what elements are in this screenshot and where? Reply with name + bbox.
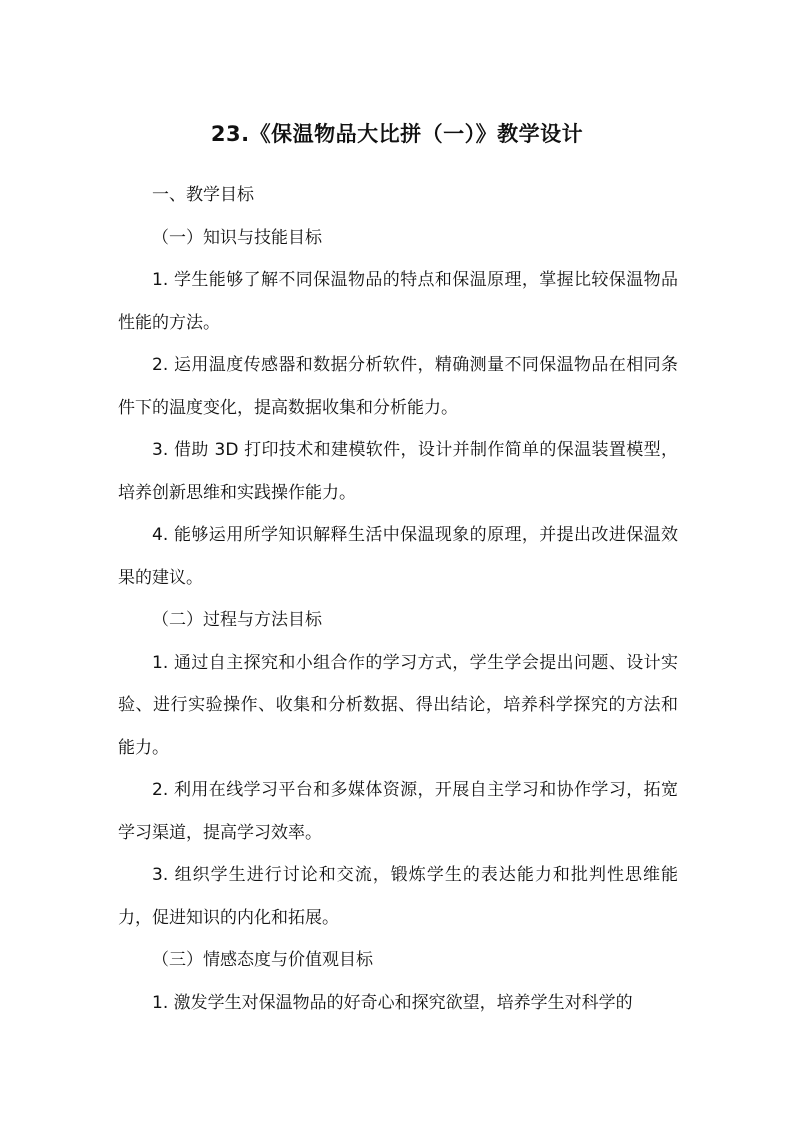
paragraph-knowledge-1: 1. 学生能够了解不同保温物品的特点和保温原理，掌握比较保温物品性能的方法。 — [118, 270, 678, 333]
paragraph-knowledge-3: 3. 借助 3D 打印技术和建模软件，设计并制作简单的保温装置模型，培养创新思维和实践操作能力。 — [118, 440, 678, 503]
document-body — [118, 174, 678, 1024]
paragraph-knowledge-4: 4. 能够运用所学知识解释生活中保温现象的原理，并提出改进保温效果的建议。 — [118, 525, 678, 588]
subsection-heading-attitude-values: （三）情感态度与价值观目标 — [152, 950, 373, 970]
document-title: 23.《保温物品大比拼（一）》教学设计 — [210, 122, 584, 146]
section-heading-teaching-goals: 一、教学目标 — [152, 185, 254, 205]
paragraph-process-3: 3. 组织学生进行讨论和交流，锻炼学生的表达能力和批判性思维能力，促进知识的内化和拓展。 — [118, 865, 678, 928]
paragraph-process-1: 1. 通过自主探究和小组合作的学习方式，学生学会提出问题、设计实验、进行实验操作、收集和分析数据、得出结论，培养科学探究的方法和能力。 — [118, 652, 678, 758]
paragraph-attitude-1: 1. 激发学生对保温物品的好奇心和探究欲望，培养学生对科学的 — [152, 992, 633, 1013]
paragraph-process-2: 2. 利用在线学习平台和多媒体资源，开展自主学习和协作学习，拓宽学习渠道，提高学习效率。 — [118, 780, 678, 843]
subsection-heading-knowledge-skills: （一）知识与技能目标 — [152, 227, 322, 248]
subsection-heading-process-methods: （二）过程与方法目标 — [152, 610, 322, 630]
paragraph-knowledge-2: 2. 运用温度传感器和数据分析软件，精确测量不同保温物品在相同条件下的温度变化，提高数据收集和分析能力。 — [118, 355, 678, 418]
